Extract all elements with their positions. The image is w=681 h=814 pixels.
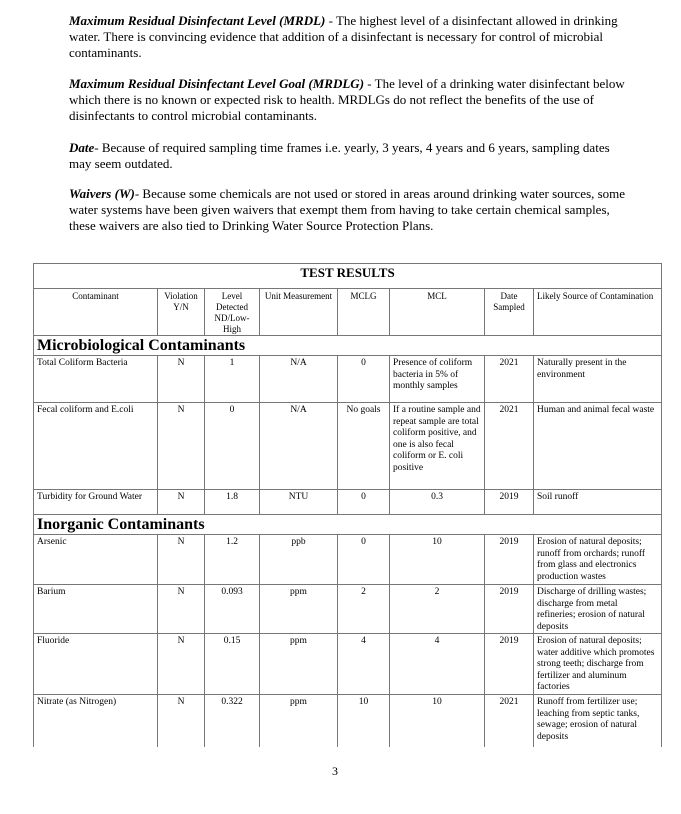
column-header: Unit Measurement [260, 289, 338, 336]
section-heading: Inorganic Contaminants [34, 515, 662, 535]
definition-waivers [69, 186, 629, 234]
table-cell: 0.3 [390, 490, 485, 515]
definition-term: Waivers (W) [69, 186, 135, 201]
column-header: MCL [390, 289, 485, 336]
table-cell: 1.8 [205, 490, 260, 515]
table-cell: N/A [260, 403, 338, 490]
table-cell: Fluoride [34, 634, 158, 695]
definition-mrdl [69, 13, 629, 61]
table-cell: Fecal coliform and E.coli [34, 403, 158, 490]
table-cell: 0 [338, 356, 390, 403]
test-results-table [33, 263, 662, 747]
table-cell: ppb [260, 535, 338, 585]
table-cell: 4 [338, 634, 390, 695]
table-cell: 2021 [485, 695, 534, 748]
column-header: Date Sampled [485, 289, 534, 336]
table-cell: N [158, 356, 205, 403]
table-cell: 1 [205, 356, 260, 403]
column-header: Violation Y/N [158, 289, 205, 336]
table-cell: 0 [338, 490, 390, 515]
table-cell: ppm [260, 634, 338, 695]
definition-date [69, 140, 629, 172]
table-cell: 4 [390, 634, 485, 695]
table-cell: N [158, 695, 205, 748]
table-cell: N [158, 585, 205, 634]
table-cell: No goals [338, 403, 390, 490]
table-cell: Turbidity for Ground Water [34, 490, 158, 515]
section-heading-row [34, 336, 662, 356]
column-header: Likely Source of Contamination [534, 289, 662, 336]
table-cell: ppm [260, 695, 338, 748]
table-cell: 2019 [485, 585, 534, 634]
definition-mrdlg [69, 76, 629, 124]
table-cell: 0.093 [205, 585, 260, 634]
definition-term: Maximum Residual Disinfectant Level (MRDL) [69, 13, 326, 28]
table-cell: N [158, 490, 205, 515]
table-cell: Total Coliform Bacteria [34, 356, 158, 403]
definition-text: - Because some chemicals are not used or stored in areas around drinking water sources, some water systems have been given waivers that exempt them from having to take certain chemical samples, these waivers are also tied to Drinking Water Source Protection Plans. [69, 186, 626, 233]
table-cell: Soil runoff [534, 490, 662, 515]
definition-text: - The level of a drinking water disinfectant below which there is no known or expected risk to health. MRDLGs do not reflect the benefits of the use of disinfectants to control microbial contaminants. [69, 76, 625, 123]
table-cell: 2021 [485, 403, 534, 490]
table-row [34, 403, 662, 490]
table-cell: 0 [338, 535, 390, 585]
table-row [34, 535, 662, 585]
section-heading-row [34, 515, 662, 535]
table-cell: 0 [205, 403, 260, 490]
table-cell: Discharge of drilling wastes; discharge from metal refineries; erosion of natural deposits [534, 585, 662, 634]
definition-term: Date [69, 140, 95, 155]
table-row [34, 634, 662, 695]
table-cell: 10 [338, 695, 390, 748]
table-cell: NTU [260, 490, 338, 515]
table-row [34, 695, 662, 748]
table-cell: 0.15 [205, 634, 260, 695]
table-cell: 2 [390, 585, 485, 634]
table-cell: 2019 [485, 634, 534, 695]
table-cell: 2019 [485, 490, 534, 515]
page-number: 3 [332, 764, 338, 778]
table-cell: N [158, 634, 205, 695]
table-row [34, 490, 662, 515]
table-cell: ppm [260, 585, 338, 634]
definition-text: - Because of required sampling time frames i.e. yearly, 3 years, 4 years and 6 years, sampling dates may seem outdated. [69, 140, 610, 171]
table-row [34, 356, 662, 403]
table-cell: 10 [390, 535, 485, 585]
definition-term: Maximum Residual Disinfectant Level Goal (MRDLG) [69, 76, 365, 91]
table-cell: Barium [34, 585, 158, 634]
table-cell: Naturally present in the environment [534, 356, 662, 403]
definition-text: - The highest level of a disinfectant allowed in drinking water. There is convincing evidence that addition of a disinfectant is necessary for control of microbial contaminants. [69, 13, 618, 60]
table-cell: 2021 [485, 356, 534, 403]
table-cell: N [158, 403, 205, 490]
table-cell: Erosion of natural deposits; runoff from orchards; runoff from glass and electronics production wastes [534, 535, 662, 585]
section-heading: Microbiological Contaminants [34, 336, 662, 356]
table-row [34, 585, 662, 634]
table-cell: If a routine sample and repeat sample are total coliform positive, and one is also fecal coliform or E. coli positive [390, 403, 485, 490]
table-cell: Presence of coliform bacteria in 5% of monthly samples [390, 356, 485, 403]
table-title: TEST RESULTS [34, 264, 662, 289]
table-cell: Nitrate (as Nitrogen) [34, 695, 158, 748]
column-header: Level Detected ND/Low-High [205, 289, 260, 336]
table-cell: 1.2 [205, 535, 260, 585]
table-cell: Runoff from fertilizer use; leaching from septic tanks, sewage; erosion of natural deposits [534, 695, 662, 748]
table-cell: Human and animal fecal waste [534, 403, 662, 490]
table-cell: Erosion of natural deposits; water additive which promotes strong teeth; discharge from fertilizer and aluminum factories [534, 634, 662, 695]
table-cell: N [158, 535, 205, 585]
table-cell: 0.322 [205, 695, 260, 748]
table-header-row [34, 289, 662, 336]
table-cell: 10 [390, 695, 485, 748]
column-header: MCLG [338, 289, 390, 336]
table-cell: N/A [260, 356, 338, 403]
column-header: Contaminant [34, 289, 158, 336]
table-cell: Arsenic [34, 535, 158, 585]
table-cell: 2019 [485, 535, 534, 585]
table-cell: 2 [338, 585, 390, 634]
